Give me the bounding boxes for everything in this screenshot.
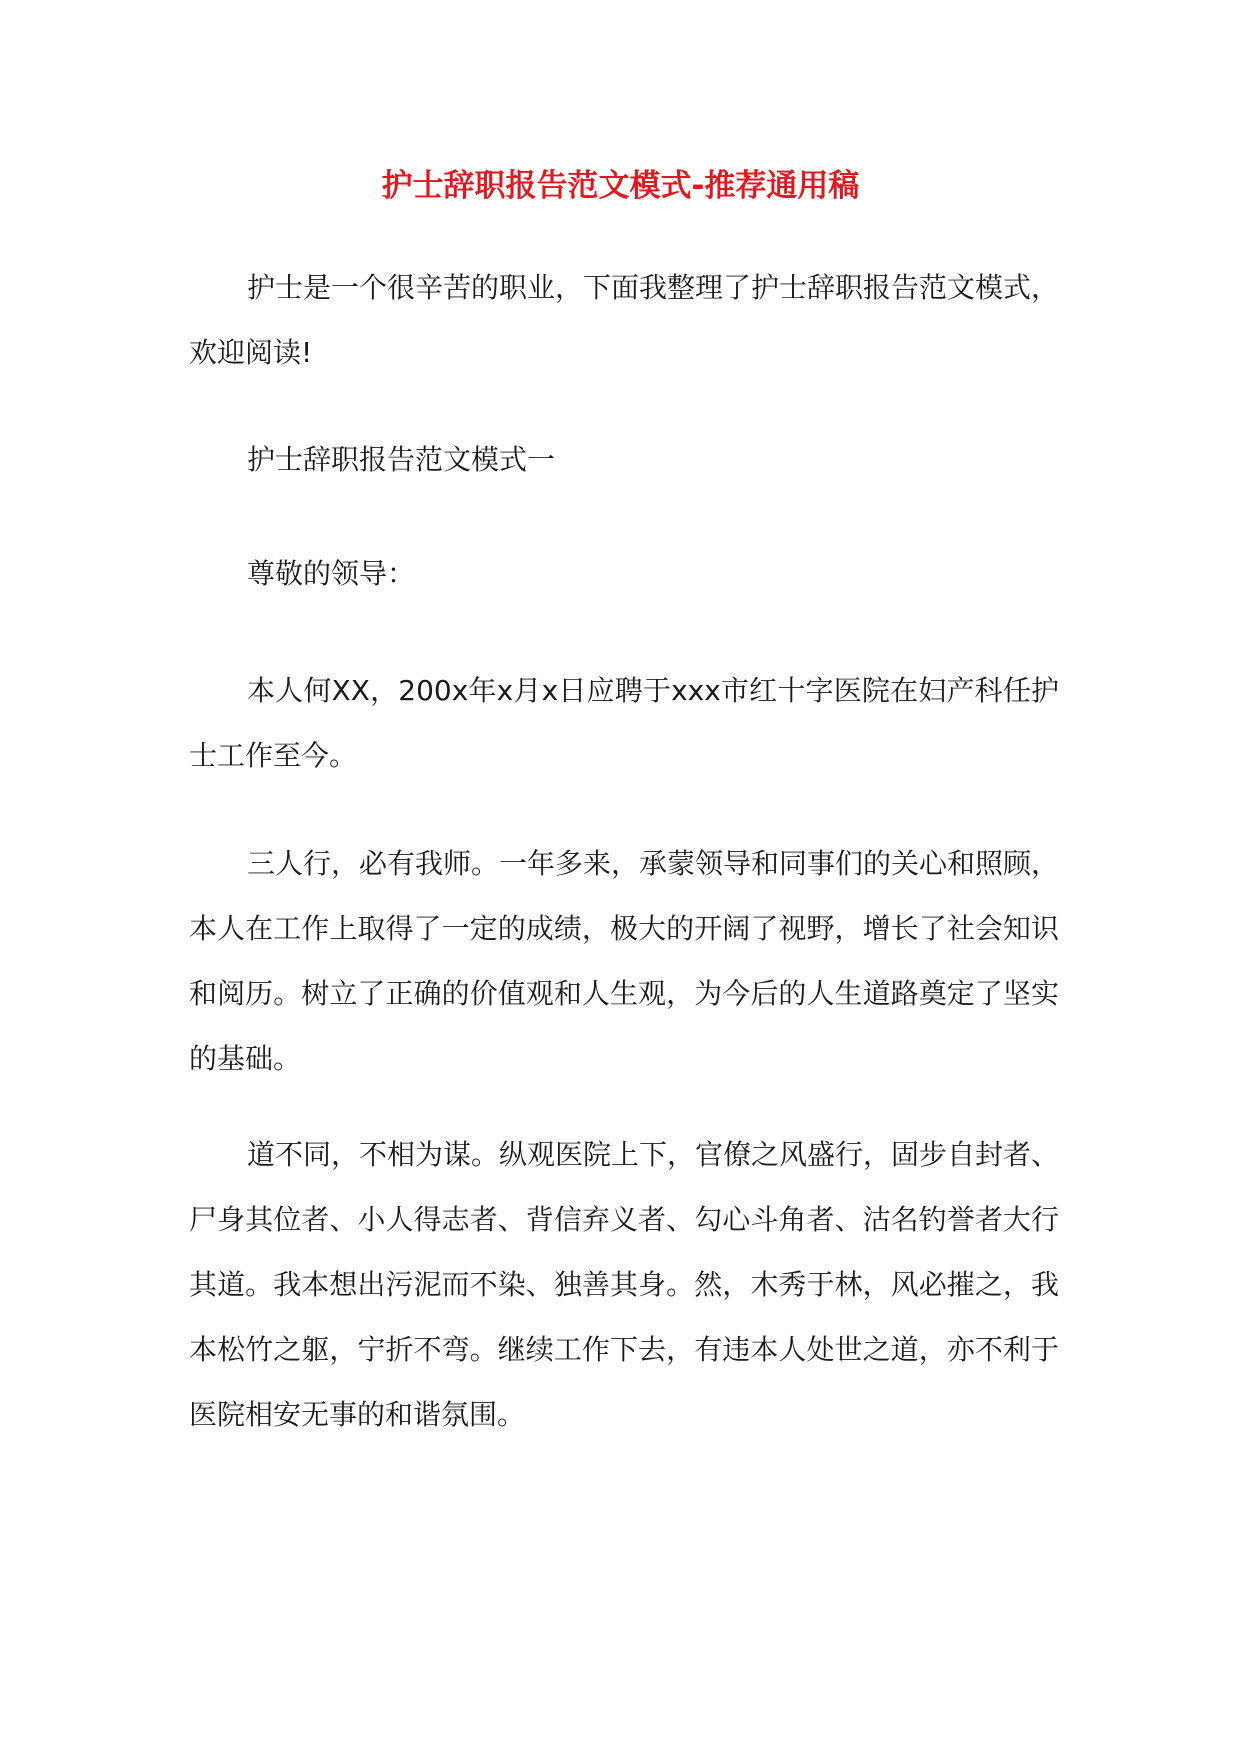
- body-paragraph: 道不同，不相为谋。纵观医院上下，官僚之风盛行，固步自封者、尸身其位者、小人得志者、背信弃义者、勾心斗角者、沽名钓誉者大行其道。我本想出污泥而不染、独善其身。然，木秀于林，风必摧之，我本松竹之躯，宁折不弯。继续工作下去，有违本人处世之道，亦不利于医院相安无事的和谐氛围。: [189, 1138, 1060, 1431]
- salutation: 尊敬的领导：: [247, 557, 416, 590]
- intro-paragraph: 护士是一个很辛苦的职业，下面我整理了护士辞职报告范文模式，欢迎阅读!: [189, 271, 1060, 369]
- body-paragraph: 本人何XX，200x年x月x日应聘于xxx市红十字医院在妇产科任护士工作至今。: [189, 674, 1059, 772]
- document-title: 护士辞职报告范文模式-推荐通用稿: [381, 168, 860, 204]
- section-heading: 护士辞职报告范文模式一: [247, 443, 556, 476]
- body-paragraph: 三人行，必有我师。一年多来，承蒙领导和同事们的关心和照顾，本人在工作上取得了一定的成绩，极大的开阔了视野，增长了社会知识和阅历。树立了正确的价值观和人生观，为今后的人生道路奠定了坚实的基础。: [189, 847, 1060, 1075]
